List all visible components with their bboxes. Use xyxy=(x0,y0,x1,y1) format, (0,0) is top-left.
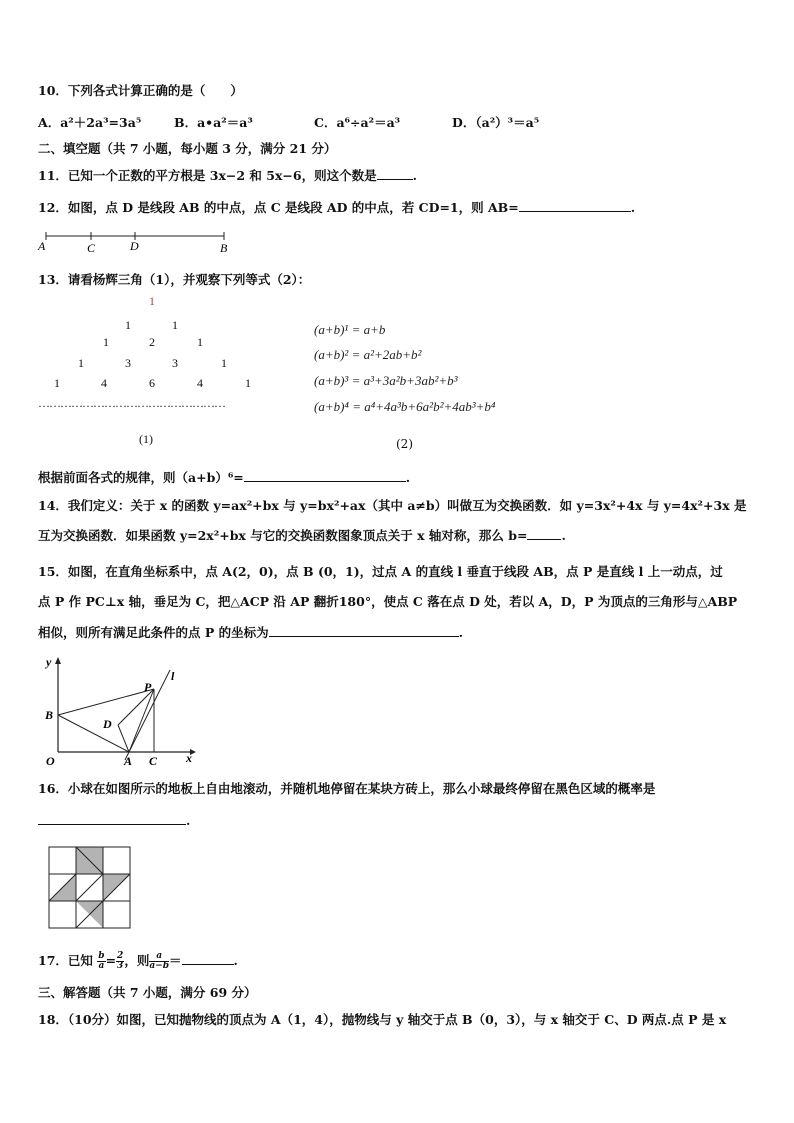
q12-text: 12．如图，点 D 是线段 AB 的中点，点 C 是线段 AD 的中点，若 CD=1，则 AB= xyxy=(38,200,519,215)
pascal-row-5-5: 1 xyxy=(245,376,251,390)
pascal-row-1: 1 xyxy=(149,294,155,308)
q18-text: 18．（10分）如图，已知抛物线的顶点为 A（1，4），抛物线与 y 轴交于点 B（0，3），与 x 轴交于 C、D 两点.点 P 是 x xyxy=(38,1012,727,1027)
q12-segment-figure xyxy=(36,226,236,256)
label-a: A xyxy=(124,754,133,768)
label-p: P xyxy=(144,680,152,694)
q10-option-c: C．a⁶÷a²＝a³ xyxy=(314,115,401,130)
q15-coordinate-figure xyxy=(40,652,200,772)
q10-option-d: D．（a²）³＝a⁵ xyxy=(452,115,540,130)
q15-line-3 xyxy=(38,624,463,642)
section-3-heading: 三、解答题（共 7 小题，满分 69 分） xyxy=(38,985,257,1000)
q17-equals: = xyxy=(105,953,117,968)
q10-stem: 10．下列各式计算正确的是（ ） xyxy=(38,83,243,98)
q17-answer-blank[interactable] xyxy=(182,952,234,965)
label-d: D xyxy=(103,717,112,731)
section-2-heading: 二、填空题（共 7 小题，每小题 3 分，满分 21 分） xyxy=(38,141,337,156)
label-a: A xyxy=(38,239,46,253)
pascal-dots: …………………………………………… xyxy=(38,396,225,410)
q16-answer xyxy=(38,812,190,830)
diag-2 xyxy=(76,874,103,901)
pascal-row-4-4: 1 xyxy=(221,356,227,370)
q14 xyxy=(38,491,758,551)
pascal-row-2-2: 1 xyxy=(172,318,178,332)
q13-ask xyxy=(38,469,410,487)
q10-option-a: A．a²＋2a³=3a⁵ xyxy=(38,115,142,130)
pascal-row-5-1: 1 xyxy=(54,376,60,390)
q17-fraction-target: $\frac{a}{a-b}$ xyxy=(149,951,169,971)
label-x: x xyxy=(186,751,192,765)
q13-stem: 13．请看杨辉三角（1），并观察下列等式（2）： xyxy=(38,272,311,287)
binomial-eq-1: (a+b)¹ = a+b xyxy=(314,322,386,337)
binomial-eq-2: (a+b)² = a²+2ab+b² xyxy=(314,347,422,362)
q13-answer-blank[interactable] xyxy=(244,469,406,482)
pascal-row-3-3: 1 xyxy=(197,335,203,349)
segment-ad xyxy=(118,725,129,752)
label-c: C xyxy=(87,241,96,255)
q16-answer-blank[interactable] xyxy=(38,812,186,825)
q11-end: . xyxy=(412,168,417,183)
q15-answer-blank[interactable] xyxy=(269,624,459,637)
label-o: O xyxy=(46,754,55,768)
pascal-row-3-1: 1 xyxy=(103,335,109,349)
segment-bp xyxy=(58,689,154,715)
pascal-row-5-3: 6 xyxy=(149,376,155,390)
pascal-row-4-3: 3 xyxy=(172,356,178,370)
q16-end: . xyxy=(186,813,191,828)
binomial-eq-3: (a+b)³ = a³+3a²b+3ab²+b³ xyxy=(314,373,458,388)
label-b: B xyxy=(220,241,228,255)
q15-line-1: 15．如图，在直角坐标系中，点 A(2，0)，点 B (0，1)，过点 A 的直线 l 垂直于线段 AB，点 P 是直线 l 上一动点，过 xyxy=(38,564,723,579)
y-axis-arrow xyxy=(55,657,61,664)
q11-text: 11．已知一个正数的平方根是 3x−2 和 5x−6，则这个数是 xyxy=(38,168,377,183)
q14-end: . xyxy=(561,528,566,543)
pascal-row-2-1: 1 xyxy=(125,318,131,332)
label-c: C xyxy=(149,754,158,768)
q10-options xyxy=(38,114,758,132)
pascal-row-4-2: 3 xyxy=(125,356,131,370)
pascal-row-5-4: 4 xyxy=(197,376,203,390)
q17-end: . xyxy=(233,953,238,968)
q12 xyxy=(38,199,635,217)
q16-text: 16．小球在如图所示的地板上自由地滚动，并随机地停留在某块方砖上，那么小球最终停留在黑色区域的概率是 xyxy=(38,781,656,796)
q17-fraction-b-over-a: $\frac{b}{a}$ xyxy=(98,951,105,971)
q17-mid: ，则 xyxy=(124,953,150,968)
label-y: y xyxy=(46,655,52,669)
q15-text: 相似，则所有满足此条件的点 P 的坐标为 xyxy=(38,625,269,640)
q11 xyxy=(38,167,417,185)
pascal-caption: (1) xyxy=(139,432,153,446)
pascal-row-4-1: 1 xyxy=(78,356,84,370)
q14-answer-blank[interactable] xyxy=(527,527,561,540)
label-l: l xyxy=(171,669,175,683)
q10-option-b: B．a•a²＝a³ xyxy=(174,115,253,130)
segment-ap xyxy=(129,689,154,752)
label-d: D xyxy=(130,239,139,253)
q16-tile-figure xyxy=(48,846,134,932)
equations-caption: (2) xyxy=(396,437,413,451)
q17-fraction-2-over-3: $\frac{2}{3}$ xyxy=(117,951,124,971)
q15-line-2: 点 P 作 PC⊥x 轴，垂足为 C，把△ACP 沿 AP 翻折180°，使点 C 落在点 D 处，若以 A，D，P 为顶点的三角形与△ABP xyxy=(38,594,738,609)
q11-answer-blank[interactable] xyxy=(377,167,413,180)
label-b: B xyxy=(45,708,54,722)
q12-answer-blank[interactable] xyxy=(519,199,631,212)
q12-end: . xyxy=(630,200,636,215)
q13-ask-end: . xyxy=(405,470,411,485)
pascal-row-3-2: 2 xyxy=(149,335,155,349)
q17-equals-2: ＝ xyxy=(169,953,182,968)
segment-ba xyxy=(58,715,129,752)
q15-end: . xyxy=(458,625,463,640)
pascal-row-5-2: 4 xyxy=(101,376,107,390)
segment-dp xyxy=(118,689,154,725)
binomial-eq-4: (a+b)⁴ = a⁴+4a³b+6a²b²+4ab³+b⁴ xyxy=(314,399,496,414)
q13-ask-text: 根据前面各式的规律，则（a+b）⁶= xyxy=(38,470,244,485)
q14-text: 14．我们定义：关于 x 的函数 y=ax²+bx 与 y=bx²+ax（其中 a≠b）叫做互为交换函数．如 y=3x²+4x 与 y=4x²+3x 是互为交换函数．如果函数 y=2x²+bx 与它的交换函数图象顶点关于 x 轴对称，那么 b= xyxy=(38,498,747,543)
q17 xyxy=(38,952,238,971)
q17-text: 17．已知 xyxy=(38,953,93,968)
